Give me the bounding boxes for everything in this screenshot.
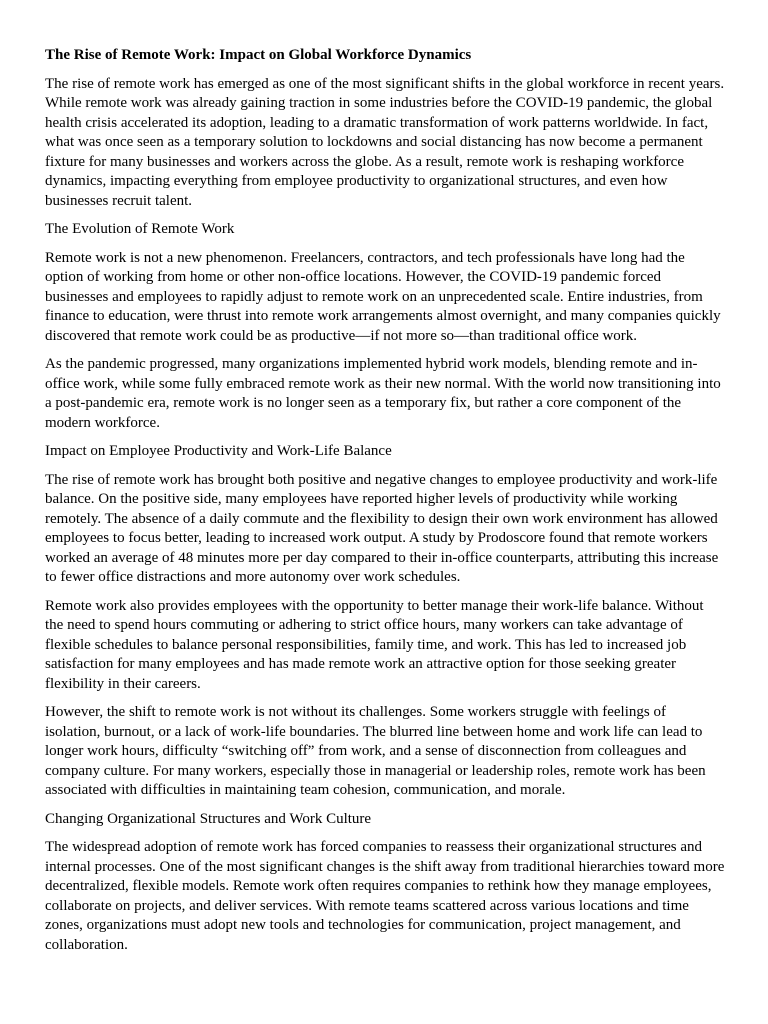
section-paragraph: As the pandemic progressed, many organizations implemented hybrid work models, blending remote and in-office work, while some fully embraced remote work as their new normal. With the world now transitioning into a post-pandemic era, remote work is no longer seen as a temporary fix, but rather a core component of the modern workforce. bbox=[45, 356, 721, 431]
document-page bbox=[45, 46, 725, 964]
section-productivity bbox=[45, 442, 725, 801]
section-paragraph: Remote work also provides employees with the opportunity to better manage their work-life balance. Without the need to spend hours commuting or adhering to strict office hours, many workers can take advantage of flexible schedules to balance personal responsibilities, family time, and work. This has led to increased job satisfaction for many employees and has made remote work an attractive option for those seeking greater flexibility in their careers. bbox=[45, 597, 704, 692]
section-heading: The Evolution of Remote Work bbox=[45, 221, 235, 237]
section-paragraph: The rise of remote work has brought both positive and negative changes to employee productivity and work-life balance. On the positive side, many employees have reported higher levels of productivity while working remotely. The absence of a daily commute and the flexibility to design their own work environment has allowed employees to focus better, leading to increased work output. A study by Prodoscore found that remote workers worked an average of 48 minutes more per day compared to their in-office counterparts, attributing this increase to fewer office distractions and more autonomy over work schedules. bbox=[45, 471, 719, 585]
section-heading: Changing Organizational Structures and Work Culture bbox=[45, 810, 372, 827]
section-evolution bbox=[45, 220, 725, 433]
section-heading: Impact on Employee Productivity and Work-Life Balance bbox=[45, 443, 392, 459]
intro-paragraph: The rise of remote work has emerged as one of the most significant shifts in the global workforce in recent years. While remote work was already gaining traction in some industries before the COVID-19 pandemic, the global health crisis accelerated its adoption, leading to a dramatic transformation of work patterns worldwide. In fact, what was once seen as a temporary solution to lockdowns and social distancing has now become a permanent fixture for many businesses and workers across the globe. As a result, remote work is reshaping workforce dynamics, impacting everything from employee productivity to organizational structures, and even how businesses recruit talent. bbox=[45, 75, 725, 209]
section-paragraph: The widespread adoption of remote work has forced companies to reassess their organizational structures and internal processes. One of the most significant changes is the shift away from traditional hierarchies toward more decentralized, flexible models. Remote work often requires companies to rethink how they manage employees, collaborate on projects, and deliver services. With remote teams scattered across various locations and time zones, organizations must adopt new tools and technologies for communication, project management, and collaboration. bbox=[45, 839, 725, 953]
section-paragraph: However, the shift to remote work is not without its challenges. Some workers struggle with feelings of isolation, burnout, or a lack of work-life boundaries. The blurred line between home and work life can lead to longer work hours, difficulty “switching off” from work, and a sense of disconnection from colleagues and company culture. For many workers, especially those in managerial or leadership roles, remote work has been associated with difficulties in maintaining team cohesion, communication, and morale. bbox=[45, 704, 706, 798]
section-paragraph: Remote work is not a new phenomenon. Freelancers, contractors, and tech professionals have long had the option of working from home or other non-office locations. However, the COVID-19 pandemic forced businesses and employees to rapidly adjust to remote work on an unprecedented scale. Entire industries, from finance to education, were thrust into remote work arrangements almost overnight, and many companies quickly discovered that remote work could be as productive—if not more so—than traditional office work. bbox=[45, 249, 721, 344]
document-title: The Rise of Remote Work: Impact on Global Workforce Dynamics bbox=[45, 47, 472, 63]
section-organizational-structures bbox=[45, 810, 725, 956]
